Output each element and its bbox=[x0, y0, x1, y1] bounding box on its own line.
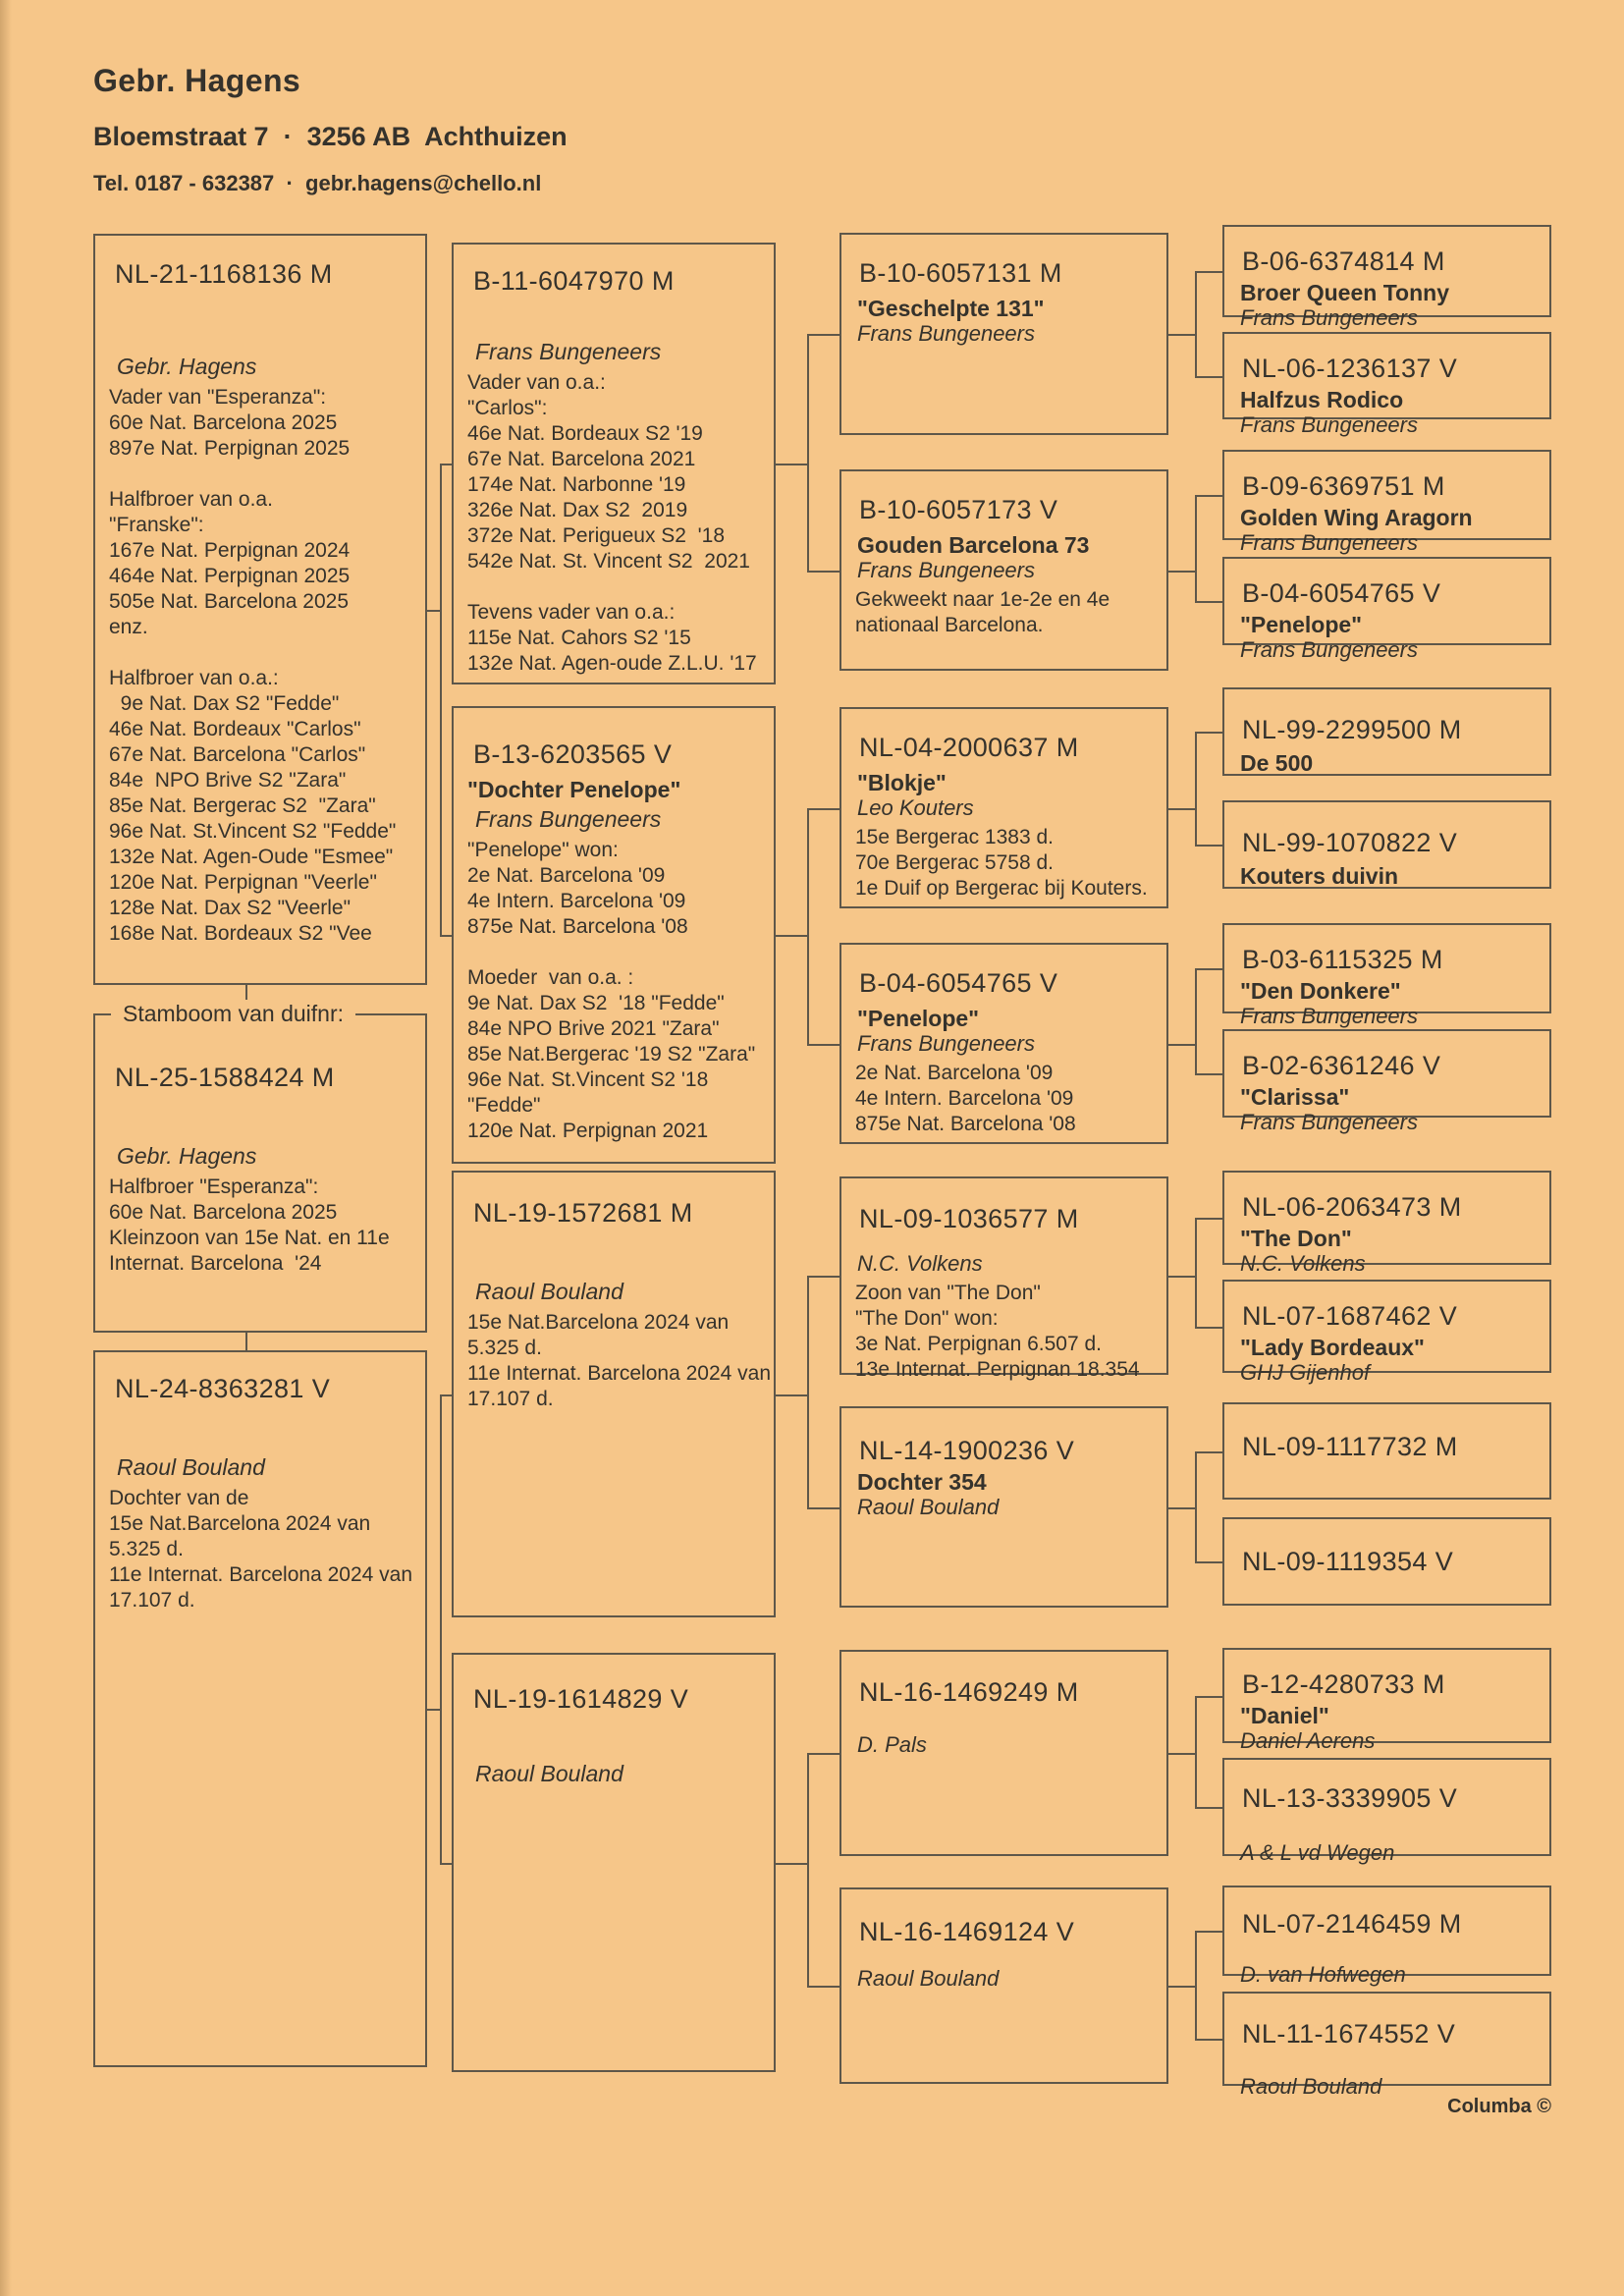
performance-lines bbox=[95, 1175, 425, 1277]
connector-line bbox=[807, 334, 809, 571]
connector-line bbox=[1195, 968, 1222, 970]
pedigree-box-body bbox=[95, 1141, 425, 1277]
pedigree-box-body bbox=[1224, 505, 1549, 556]
pedigree-box-body bbox=[1224, 280, 1549, 331]
pedigree-box-body bbox=[1224, 750, 1549, 776]
performance-line: 1e Duif op Bergerac bij Kouters. bbox=[855, 877, 1148, 900]
pedigree-box-nl19b bbox=[452, 1653, 776, 2072]
connector-line bbox=[245, 1333, 247, 1350]
performance-line bbox=[467, 940, 774, 965]
breeder-name: Raoul Bouland bbox=[475, 1761, 623, 1786]
performance-line: 84e NPO Brive 2021 "Zara" bbox=[467, 1017, 720, 1040]
performance-lines bbox=[841, 1061, 1166, 1137]
performance-line: 875e Nat. Barcelona '08 bbox=[855, 1113, 1076, 1135]
connector-line bbox=[1195, 732, 1197, 845]
performance-line: Internat. Barcelona '24 bbox=[109, 1252, 322, 1275]
ring-number: NL-13-3339905 V bbox=[1242, 1783, 1458, 1813]
connector-line bbox=[1168, 1044, 1195, 1046]
pigeon-name: Dochter 354 bbox=[857, 1469, 987, 1495]
connector-line bbox=[807, 571, 839, 573]
pedigree-box-body bbox=[841, 1006, 1166, 1137]
connector-line bbox=[1195, 1696, 1222, 1698]
performance-line: 4e Intern. Barcelona '09 bbox=[855, 1087, 1074, 1110]
connector-line bbox=[440, 935, 452, 937]
pigeon-name: Kouters duivin bbox=[1240, 863, 1399, 889]
connector-line bbox=[807, 1507, 839, 1509]
pigeon-name: "Den Donkere" bbox=[1240, 978, 1401, 1004]
pedigree-box-nl14 bbox=[839, 1406, 1168, 1608]
pedigree-box-b10b bbox=[839, 469, 1168, 671]
ring-number: NL-07-1687462 V bbox=[1242, 1301, 1458, 1331]
performance-line: 84e NPO Brive S2 "Zara" bbox=[109, 769, 347, 792]
loft-address: Bloemstraat 7 · 3256 AB Achthuizen bbox=[93, 122, 568, 151]
pedigree-box-body bbox=[1224, 612, 1549, 663]
pigeon-name: De 500 bbox=[1240, 750, 1314, 776]
ring-number: B-03-6115325 M bbox=[1242, 945, 1443, 974]
pedigree-box-nl25 bbox=[93, 1013, 427, 1333]
performance-lines bbox=[841, 587, 1166, 638]
pedigree-box-nl04 bbox=[839, 707, 1168, 908]
connector-line bbox=[1195, 1451, 1197, 1562]
performance-line: Gekweekt naar 1e-2e en 4e bbox=[855, 588, 1110, 611]
breeder-name: Raoul Bouland bbox=[475, 1279, 623, 1304]
pedigree-box-body bbox=[1224, 1084, 1549, 1135]
pedigree-box-gg2 bbox=[1222, 332, 1551, 437]
performance-line: Tevens vader van o.a.: bbox=[467, 601, 676, 624]
pedigree-box-body bbox=[454, 775, 774, 1144]
performance-line: Halfbroer van o.a. bbox=[109, 488, 273, 511]
connector-line bbox=[1195, 1218, 1222, 1220]
performance-line: 120e Nat. Perpignan 2021 bbox=[467, 1120, 709, 1142]
breeder-name: Frans Bungeneers bbox=[857, 321, 1035, 346]
pedigree-box-gg12 bbox=[1222, 1517, 1551, 1606]
pedigree-box-body bbox=[1224, 978, 1549, 1029]
breeder-name: Gebr. Hagens bbox=[117, 1143, 257, 1169]
breeder-name: D. Pals bbox=[857, 1732, 927, 1757]
performance-line: nationaal Barcelona. bbox=[855, 614, 1044, 636]
ring-number: NL-24-8363281 V bbox=[115, 1374, 331, 1403]
ring-number: B-11-6047970 M bbox=[473, 266, 675, 296]
connector-line bbox=[1195, 845, 1222, 847]
performance-line bbox=[109, 640, 425, 666]
connector-line bbox=[1168, 334, 1195, 336]
connector-line bbox=[1195, 1931, 1222, 1933]
performance-line: Halfbroer "Esperanza": bbox=[109, 1175, 319, 1198]
ring-number: B-12-4280733 M bbox=[1242, 1669, 1445, 1699]
performance-line: 2e Nat. Barcelona '09 bbox=[855, 1062, 1054, 1084]
connector-line bbox=[1195, 1073, 1222, 1075]
pedigree-box-nl09 bbox=[839, 1176, 1168, 1381]
pedigree-box-gg8 bbox=[1222, 1029, 1551, 1134]
breeder-name: A & L vd Wegen bbox=[1240, 1840, 1395, 1865]
ring-number: NL-14-1900236 V bbox=[859, 1436, 1075, 1465]
performance-line: 96e Nat. St.Vincent S2 "Fedde" bbox=[109, 820, 397, 843]
breeder-name: N.C. Volkens bbox=[857, 1251, 983, 1276]
pedigree-box-gg4 bbox=[1222, 557, 1551, 662]
connector-line bbox=[1195, 601, 1222, 603]
breeder-name: Frans Bungeneers bbox=[475, 339, 662, 364]
connector-line bbox=[807, 1986, 839, 1988]
pigeon-name: "The Don" bbox=[1240, 1226, 1352, 1251]
pedigree-box-nl24 bbox=[93, 1350, 427, 2067]
connector-line bbox=[1195, 376, 1222, 378]
performance-line: enz. bbox=[109, 616, 148, 638]
ring-number: NL-09-1117732 M bbox=[1242, 1432, 1458, 1461]
breeder-name: Gebr. Hagens bbox=[117, 354, 257, 379]
pedigree-box-nl19a bbox=[452, 1171, 776, 1617]
ring-number: NL-99-1070822 V bbox=[1242, 828, 1458, 857]
breeder-name: D. van Hofwegen bbox=[1240, 1962, 1406, 1987]
performance-line: 15e Bergerac 1383 d. bbox=[855, 826, 1054, 848]
columba-credit: Columba © bbox=[1447, 2096, 1551, 2117]
connector-line bbox=[807, 808, 839, 810]
connector-line bbox=[1195, 271, 1197, 376]
performance-line: 17.107 d. bbox=[467, 1388, 554, 1410]
performance-lines bbox=[95, 1486, 425, 1613]
connector-line bbox=[807, 1044, 839, 1046]
connector-line bbox=[1168, 1276, 1195, 1278]
pigeon-name: "Dochter Penelope" bbox=[467, 777, 681, 802]
connector-line bbox=[427, 610, 440, 612]
performance-line: 67e Nat. Barcelona "Carlos" bbox=[109, 743, 366, 766]
pigeon-name: Golden Wing Aragorn bbox=[1240, 505, 1473, 530]
breeder-name: Raoul Bouland bbox=[117, 1454, 265, 1480]
breeder-name: Raoul Bouland bbox=[857, 1495, 1000, 1519]
breeder-name: Frans Bungeneers bbox=[857, 1031, 1035, 1056]
pedigree-box-gg13 bbox=[1222, 1648, 1551, 1753]
performance-line: 115e Nat. Cahors S2 '15 bbox=[467, 627, 691, 649]
pigeon-name: Gouden Barcelona 73 bbox=[857, 532, 1090, 558]
connector-line bbox=[1195, 1696, 1197, 1808]
pedigree-box-body bbox=[841, 1732, 1166, 1758]
performance-lines bbox=[841, 1281, 1166, 1383]
performance-line: 15e Nat.Barcelona 2024 van bbox=[467, 1311, 730, 1334]
connector-line bbox=[807, 1753, 839, 1755]
pedigree-box-body bbox=[454, 337, 774, 677]
performance-line: 60e Nat. Barcelona 2025 bbox=[109, 1201, 338, 1224]
performance-line: 60e Nat. Barcelona 2025 bbox=[109, 411, 338, 434]
performance-line: Vader van o.a.: bbox=[467, 371, 606, 394]
performance-line: 96e Nat. St.Vincent S2 '18 bbox=[467, 1068, 709, 1091]
connector-line bbox=[1195, 495, 1197, 601]
pedigree-box-gg16 bbox=[1222, 1992, 1551, 2099]
performance-line: 15e Nat.Barcelona 2024 van bbox=[109, 1512, 371, 1535]
pigeon-name: "Geschelpte 131" bbox=[857, 296, 1045, 321]
performance-line: 11e Internat. Barcelona 2024 van bbox=[467, 1362, 772, 1385]
pedigree-box-body bbox=[1224, 1226, 1549, 1277]
performance-line: 168e Nat. Bordeaux S2 "Vee bbox=[109, 922, 372, 945]
breeder-name: Frans Bungeneers bbox=[1240, 412, 1418, 437]
connector-line bbox=[776, 935, 807, 937]
pedigree-box-body bbox=[454, 1277, 774, 1412]
ring-number: B-13-6203565 V bbox=[473, 739, 673, 769]
performance-line: Kleinzoon van 15e Nat. en 11e bbox=[109, 1227, 390, 1249]
connector-line bbox=[1195, 1561, 1222, 1563]
pedigree-box-gg1 bbox=[1222, 225, 1551, 330]
connector-line bbox=[1195, 271, 1222, 273]
connector-line bbox=[776, 1863, 807, 1865]
performance-line: 67e Nat. Barcelona 2021 bbox=[467, 448, 696, 470]
performance-lines bbox=[454, 838, 774, 1144]
ring-number: NL-09-1036577 M bbox=[859, 1204, 1079, 1233]
pigeon-name: "Lady Bordeaux" bbox=[1240, 1335, 1425, 1360]
performance-line: 505e Nat. Barcelona 2025 bbox=[109, 590, 350, 613]
performance-line: Halfbroer van o.a.: bbox=[109, 667, 279, 689]
pedigree-box-body bbox=[1224, 2074, 1549, 2100]
ring-number: NL-19-1572681 M bbox=[473, 1198, 693, 1228]
connector-line bbox=[1168, 571, 1195, 573]
connector-line bbox=[1195, 1807, 1222, 1809]
performance-line: 120e Nat. Perpignan "Veerle" bbox=[109, 871, 377, 894]
pedigree-box-b13 bbox=[452, 706, 776, 1164]
pigeon-name: "Blokje" bbox=[857, 770, 947, 795]
performance-line: 11e Internat. Barcelona 2024 van bbox=[109, 1563, 413, 1586]
pedigree-box-body bbox=[841, 770, 1166, 902]
performance-line: "Fedde" bbox=[467, 1094, 541, 1117]
pedigree-box-gg9 bbox=[1222, 1171, 1551, 1276]
breeder-name: Raoul Bouland bbox=[1240, 2074, 1382, 2099]
pigeon-name: Broer Queen Tonny bbox=[1240, 280, 1449, 305]
performance-line: 85e Nat.Bergerac '19 S2 "Zara" bbox=[467, 1043, 756, 1066]
performance-line: "The Don" won: bbox=[855, 1307, 999, 1330]
pedigree-box-gg10 bbox=[1222, 1280, 1551, 1385]
pedigree-box-gg5 bbox=[1222, 687, 1551, 776]
pedigree-box-gg14 bbox=[1222, 1758, 1551, 1865]
performance-line: 174e Nat. Narbonne '19 bbox=[467, 473, 686, 496]
breeder-name: Frans Bungeneers bbox=[1240, 1110, 1418, 1134]
breeder-name: Raoul Bouland bbox=[857, 1966, 1000, 1991]
pedigree-box-nl16b bbox=[839, 1887, 1168, 2084]
connector-line bbox=[440, 1394, 452, 1396]
performance-line: 70e Bergerac 5758 d. bbox=[855, 851, 1054, 874]
pedigree-box-body bbox=[1224, 387, 1549, 438]
ring-number: NL-16-1469124 V bbox=[859, 1917, 1075, 1946]
performance-line: 13e Internat. Perpignan 18.354 bbox=[855, 1358, 1140, 1381]
connector-line bbox=[1168, 1753, 1195, 1755]
pedigree-box-b04 bbox=[839, 943, 1168, 1144]
ring-number: NL-06-2063473 M bbox=[1242, 1192, 1462, 1222]
connector-line bbox=[1195, 495, 1222, 497]
performance-lines bbox=[95, 385, 425, 947]
pigeon-name: "Penelope" bbox=[857, 1006, 980, 1031]
pedigree-box-nl16a bbox=[839, 1650, 1168, 1856]
ring-number: B-06-6374814 M bbox=[1242, 246, 1445, 276]
breeder-name: GHJ Gijenhof bbox=[1240, 1360, 1371, 1385]
performance-line: 167e Nat. Perpignan 2024 bbox=[109, 539, 351, 562]
connector-line bbox=[1195, 1218, 1197, 1327]
breeder-name: Frans Bungeneers bbox=[1240, 1004, 1418, 1028]
ring-number: NL-06-1236137 V bbox=[1242, 354, 1458, 383]
ring-number: NL-07-2146459 M bbox=[1242, 1909, 1462, 1939]
breeder-name: Daniel Aerens bbox=[1240, 1728, 1376, 1753]
loft-contact: Tel. 0187 - 632387 · gebr.hagens@chello.nl bbox=[93, 171, 542, 195]
connector-line bbox=[1195, 1451, 1222, 1453]
pedigree-box-body bbox=[95, 1452, 425, 1613]
connector-line bbox=[807, 334, 839, 336]
pedigree-box-body bbox=[1224, 1703, 1549, 1754]
pedigree-box-gg3 bbox=[1222, 450, 1551, 555]
ring-number: NL-09-1119354 V bbox=[1242, 1547, 1454, 1576]
performance-line: 9e Nat. Dax S2 '18 "Fedde" bbox=[467, 992, 725, 1014]
connector-line bbox=[1195, 1931, 1197, 2039]
breeder-name: Frans Bungeneers bbox=[1240, 637, 1418, 662]
ring-number: NL-19-1614829 V bbox=[473, 1684, 689, 1714]
ring-number: NL-25-1588424 M bbox=[115, 1063, 335, 1092]
performance-line: 128e Nat. Dax S2 "Veerle" bbox=[109, 897, 352, 919]
performance-line: 3e Nat. Perpignan 6.507 d. bbox=[855, 1333, 1103, 1355]
pedigree-box-body bbox=[841, 296, 1166, 347]
performance-line: 17.107 d. bbox=[109, 1589, 195, 1612]
ring-number: NL-16-1469249 M bbox=[859, 1677, 1079, 1707]
pedigree-box-gg6 bbox=[1222, 800, 1551, 889]
performance-line: 542e Nat. St. Vincent S2 2021 bbox=[467, 550, 750, 573]
performance-line bbox=[467, 574, 774, 600]
connector-line bbox=[1168, 1986, 1195, 1988]
pedigree-box-b11 bbox=[452, 243, 776, 684]
breeder-name: N.C. Volkens bbox=[1240, 1251, 1366, 1276]
pedigree-box-body bbox=[841, 1966, 1166, 1992]
pedigree-of-label: Stamboom van duifnr: bbox=[111, 1000, 355, 1027]
performance-line: 897e Nat. Perpignan 2025 bbox=[109, 437, 351, 460]
ring-number: NL-11-1674552 V bbox=[1242, 2019, 1456, 2049]
performance-line: 326e Nat. Dax S2 2019 bbox=[467, 499, 688, 521]
pedigree-box-nl21 bbox=[93, 234, 427, 985]
connector-line bbox=[427, 1709, 440, 1711]
breeder-name: Frans Bungeneers bbox=[475, 806, 662, 832]
performance-line: 5.325 d. bbox=[467, 1337, 542, 1359]
pedigree-box-gg11 bbox=[1222, 1402, 1551, 1500]
connector-line bbox=[807, 808, 809, 1044]
performance-line: 4e Intern. Barcelona '09 bbox=[467, 890, 686, 912]
pigeon-name: Halfzus Rodico bbox=[1240, 387, 1404, 412]
connector-line bbox=[1195, 1327, 1222, 1329]
connector-line bbox=[807, 1753, 809, 1986]
connector-line bbox=[1195, 732, 1222, 734]
performance-line: Vader van "Esperanza": bbox=[109, 386, 327, 409]
pedigree-box-body bbox=[1224, 863, 1549, 889]
performance-line bbox=[109, 462, 425, 487]
ring-number: NL-21-1168136 M bbox=[115, 259, 333, 289]
performance-line: 46e Nat. Bordeaux S2 '19 bbox=[467, 422, 703, 445]
connector-line bbox=[1195, 2039, 1222, 2041]
performance-line: "Carlos": bbox=[467, 397, 548, 419]
connector-line bbox=[776, 464, 807, 465]
pedigree-box-body bbox=[95, 352, 425, 947]
performance-line: 46e Nat. Bordeaux "Carlos" bbox=[109, 718, 361, 740]
ring-number: B-09-6369751 M bbox=[1242, 471, 1445, 501]
pedigree-box-body bbox=[841, 1469, 1166, 1520]
breeder-name: Frans Bungeneers bbox=[1240, 305, 1418, 330]
pigeon-name: "Clarissa" bbox=[1240, 1084, 1350, 1110]
performance-line: 875e Nat. Barcelona '08 bbox=[467, 915, 688, 938]
pigeon-name: "Daniel" bbox=[1240, 1703, 1329, 1728]
pedigree-box-gg15 bbox=[1222, 1886, 1551, 1987]
connector-line bbox=[440, 1394, 442, 1863]
performance-line: 372e Nat. Perigueux S2 '18 bbox=[467, 524, 726, 547]
connector-line bbox=[440, 464, 452, 465]
connector-line bbox=[440, 1863, 452, 1865]
performance-lines bbox=[454, 370, 774, 677]
performance-line: 85e Nat. Bergerac S2 "Zara" bbox=[109, 794, 376, 817]
ring-number: B-02-6361246 V bbox=[1242, 1051, 1441, 1080]
pedigree-box-body bbox=[1224, 1962, 1549, 1988]
connector-line bbox=[776, 1394, 807, 1396]
performance-line: Zoon van "The Don" bbox=[855, 1282, 1041, 1304]
performance-line: 132e Nat. Agen-oude Z.L.U. '17 bbox=[467, 652, 757, 675]
loft-name: Gebr. Hagens bbox=[93, 63, 301, 98]
performance-lines bbox=[841, 825, 1166, 902]
connector-line bbox=[440, 464, 442, 935]
performance-line: 9e Nat. Dax S2 "Fedde" bbox=[109, 692, 340, 715]
pigeon-name: "Penelope" bbox=[1240, 612, 1363, 637]
ring-number: B-10-6057173 V bbox=[859, 495, 1058, 524]
pedigree-box-gg7 bbox=[1222, 923, 1551, 1028]
performance-line: Moeder van o.a. : bbox=[467, 966, 634, 989]
performance-line: 2e Nat. Barcelona '09 bbox=[467, 864, 666, 887]
pedigree-box-body bbox=[1224, 1335, 1549, 1386]
performance-lines bbox=[454, 1310, 774, 1412]
performance-line: 132e Nat. Agen-Oude "Esmee" bbox=[109, 846, 394, 868]
pedigree-box-body bbox=[454, 1759, 774, 1788]
performance-line: 5.325 d. bbox=[109, 1538, 184, 1560]
performance-line: 464e Nat. Perpignan 2025 bbox=[109, 565, 351, 587]
ring-number: B-04-6054765 V bbox=[859, 968, 1058, 998]
ring-number: NL-04-2000637 M bbox=[859, 733, 1079, 762]
ring-number: B-10-6057131 M bbox=[859, 258, 1062, 288]
breeder-name: Frans Bungeneers bbox=[1240, 530, 1418, 555]
connector-line bbox=[1195, 968, 1197, 1073]
pedigree-box-body bbox=[841, 532, 1166, 638]
performance-line: Dochter van de bbox=[109, 1487, 249, 1509]
connector-line bbox=[807, 1276, 809, 1507]
pedigree-box-body bbox=[841, 1251, 1166, 1383]
performance-line: "Franske": bbox=[109, 514, 204, 536]
performance-line: "Penelope" won: bbox=[467, 839, 619, 861]
connector-line bbox=[807, 1276, 839, 1278]
connector-line bbox=[1168, 1507, 1195, 1509]
connector-line bbox=[1168, 808, 1195, 810]
breeder-name: Leo Kouters bbox=[857, 795, 974, 820]
ring-number: NL-99-2299500 M bbox=[1242, 715, 1462, 744]
ring-number: B-04-6054765 V bbox=[1242, 578, 1441, 608]
pedigree-box-b10a bbox=[839, 233, 1168, 435]
breeder-name: Frans Bungeneers bbox=[857, 558, 1035, 582]
pedigree-box-body bbox=[1224, 1840, 1549, 1866]
